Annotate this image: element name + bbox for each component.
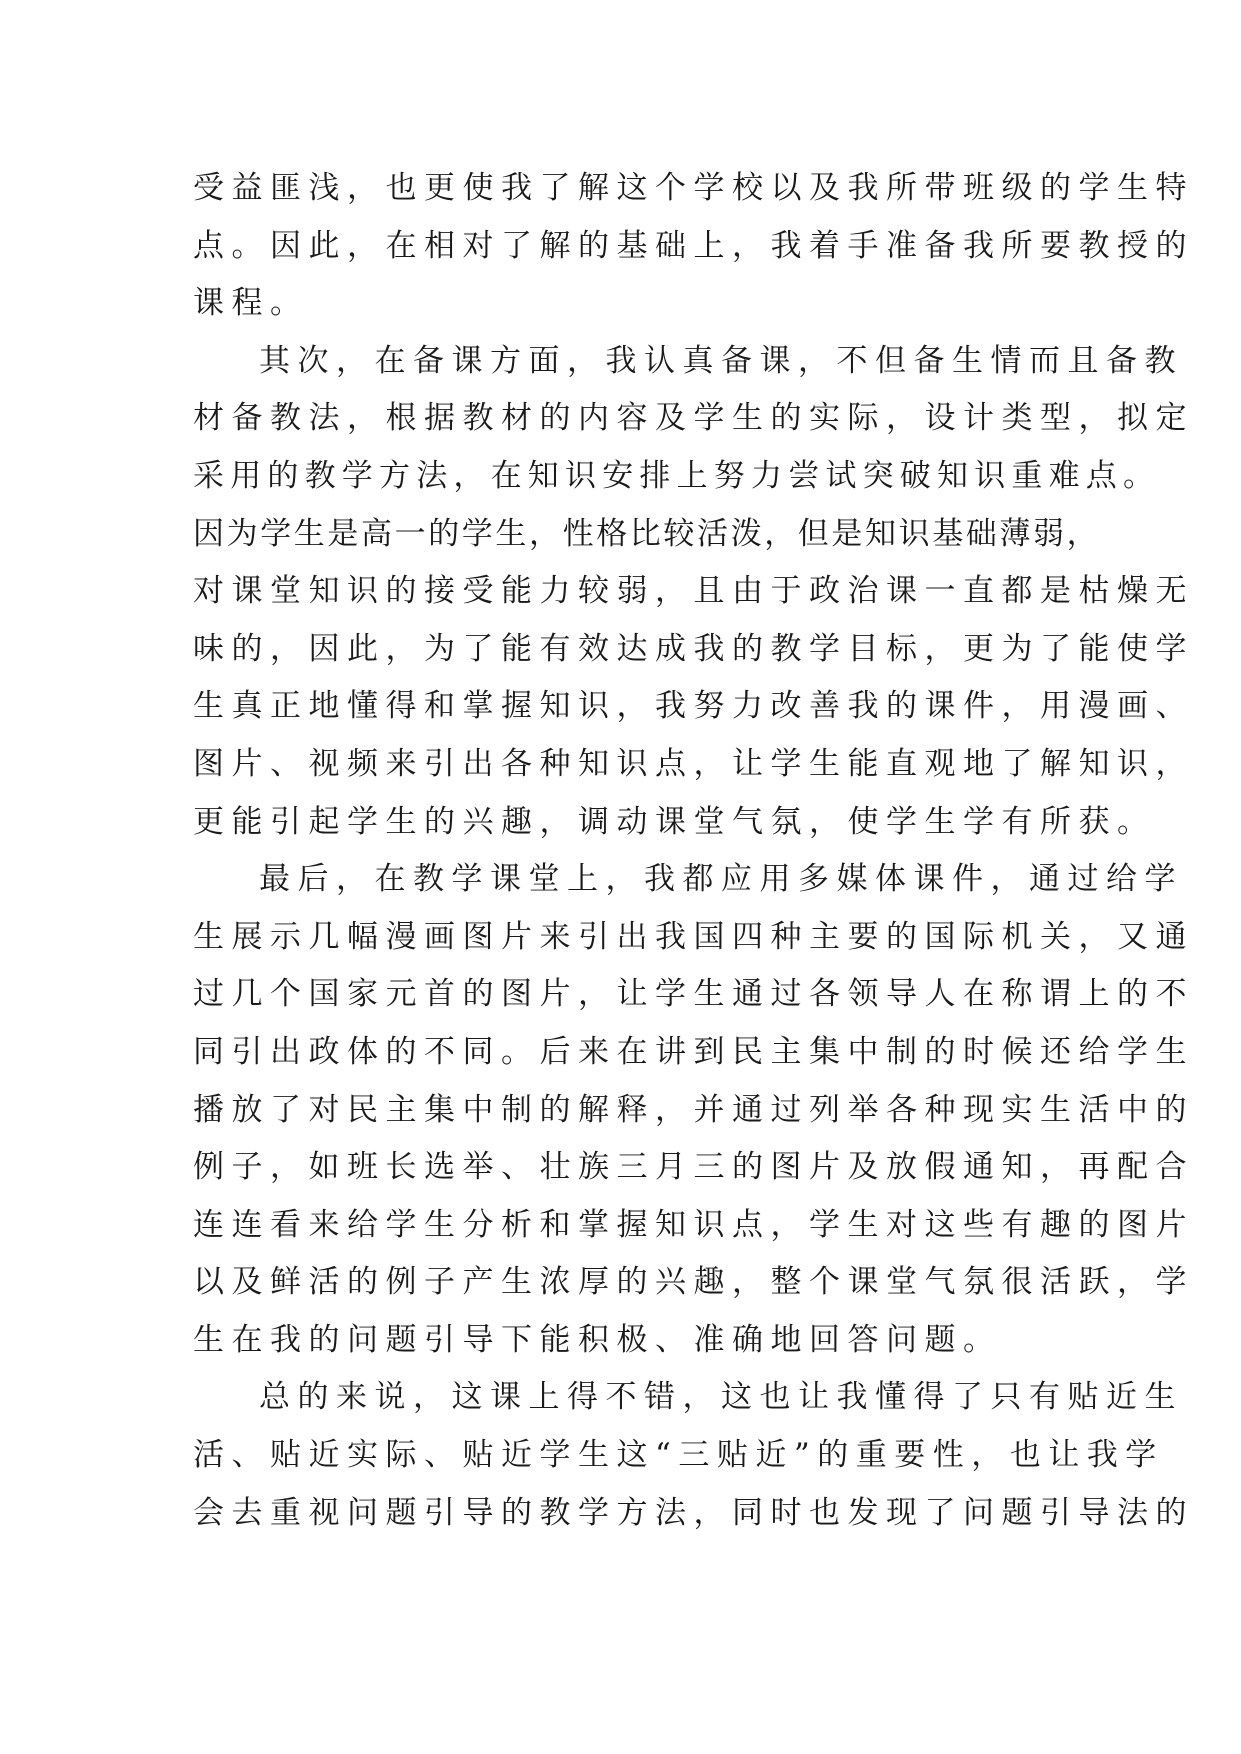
text-line: 生展示几幅漫画图片来引出我国四种主要的国际机关，又通 [193, 918, 1194, 955]
text-line: 因为学生是高一的学生，性格比较活泼，但是知识基础薄弱， [193, 515, 1101, 552]
text-line: 生在我的问题引导下能积极、准确地回答问题。 [193, 1321, 1002, 1358]
paragraph-first-line: 其次，在备课方面，我认真备课，不但备生情而且备教 [259, 342, 1183, 379]
paragraph-first-line: 最后，在教学课堂上，我都应用多媒体课件，通过给学 [259, 861, 1183, 898]
document-body [193, 160, 1194, 1542]
text-line: 对课堂知识的接受能力较弱，且由于政治课一直都是枯燥无 [193, 573, 1194, 610]
text-line: 受益匪浅，也更使我了解这个学校以及我所带班级的学生特 [193, 170, 1194, 206]
text-line: 点。因此，在相对了解的基础上，我着手准备我所要教授的 [193, 227, 1194, 264]
text-line: 采用的教学方法，在知识安排上努力尝试突破知识重难点。 [193, 457, 1161, 494]
text-line: 同引出政体的不同。后来在讲到民主集中制的时候还给学生 [193, 1033, 1194, 1070]
text-line: 过几个国家元首的图片，让学生通过各领导人在称谓上的不 [193, 976, 1194, 1013]
text-line: 更能引起学生的兴趣，调动课堂气氛，使学生学有所获。 [193, 803, 1156, 840]
text-line: 生真正地懂得和掌握知识，我努力改善我的课件，用漫画、 [193, 688, 1194, 725]
text-line: 图片、视频来引出各种知识点，让学生能直观地了解知识， [193, 745, 1194, 782]
text-line: 播放了对民主集中制的解释，并通过列举各种现实生活中的 [193, 1091, 1194, 1128]
text-line: 以及鲜活的例子产生浓厚的兴趣，整个课堂气氛很活跃，学 [193, 1264, 1194, 1301]
text-line: 例子，如班长选举、壮族三月三的图片及放假通知，再配合 [193, 1149, 1194, 1186]
text-line: 课程。 [193, 285, 309, 322]
text-line: 活、贴近实际、贴近学生这“三贴近”的重要性，也让我学 [193, 1437, 1164, 1474]
text-line: 连连看来给学生分析和掌握知识点，学生对这些有趣的图片 [193, 1206, 1194, 1243]
paragraph-first-line: 总的来说，这课上得不错，这也让我懂得了只有贴近生 [259, 1379, 1183, 1416]
text-line: 会去重视问题引导的教学方法，同时也发现了问题引导法的 [193, 1494, 1194, 1531]
text-line: 味的，因此，为了能有效达成我的教学目标，更为了能使学 [193, 630, 1194, 667]
text-line: 材备教法，根据教材的内容及学生的实际，设计类型，拟定 [193, 400, 1194, 437]
